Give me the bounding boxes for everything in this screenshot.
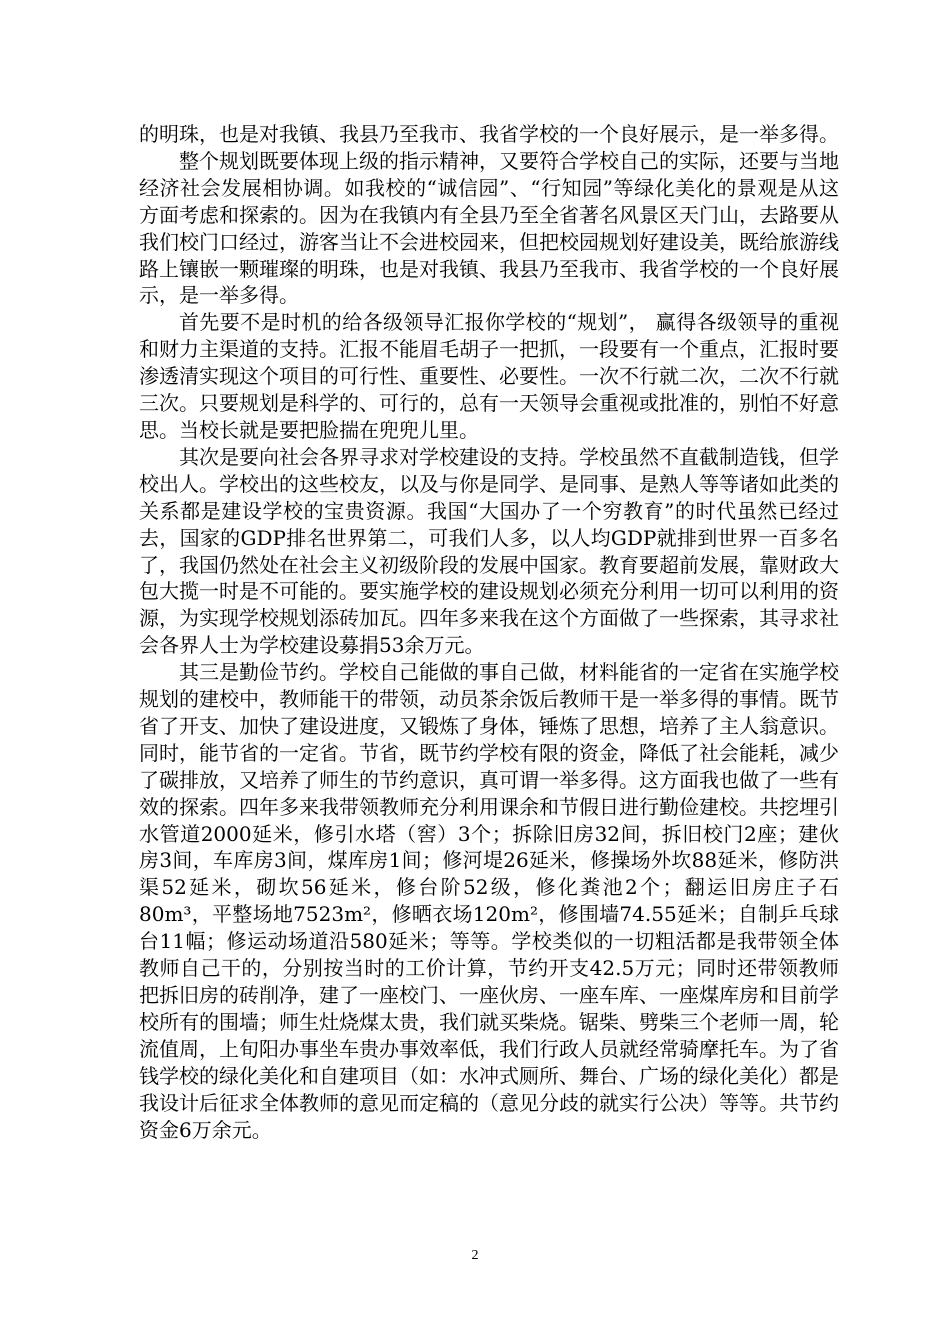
- paragraph-5: 其三是勤俭节约。学校自己能做的事自己做，材料能省的一定省在实施学校规划的建校中，教师能干的带领，动员茶余饭后教师干是一举多得的事情。既节省了开支、加快了建设进度，又锻炼了身体，锤炼了思想，培养了主人翁意识。同时，能节省的一定省。节省，既节约学校有限的资金，降低了社会能耗，减少了碳排放，又培养了师生的节约意识，真可谓一举多得。这方面我也做了一些有效的探索。四年多来我带领教师充分利用课余和节假日进行勤俭建校。共挖埋引水管道2000延米，修引水塔（窖）3个；拆除旧房32间，拆旧校门2座；建伙房3间，车库房3间，煤库房1间；修河堤26延米，修操场外坎88延米，修防洪渠52延米，砌坎56延米，修台阶52级，修化粪池2个；翻运旧房庄子石80m³，平整场地7523m²，修晒衣场120m²，修围墙74.55延米；自制乒乓球台11幅；修运动场道沿580延米；等等。学校类似的一切粗活都是我带领全体教师自己干的，分别按当时的工价计算，节约开支42.5万元；同时还带领教师把拆旧房的砖削净，建了一座校门、一座伙房、一座车库、一座煤库房和目前学校所有的围墙；师生灶烧煤太贵，我们就买柴烧。锯柴、劈柴三个老师一周，轮流值周，上旬阳办事坐车贵办事效率低，我们行政人员就经常骑摩托车。为了省钱学校的绿化美化和自建项目（如：水冲式厕所、舞台、广场的绿化美化）都是我设计后征求全体教师的意见而定稿的（意见分歧的就实行公决）等等。共节约资金6万余元。: [139, 660, 839, 1142]
- paragraph-1: 的明珠，也是对我镇、我县乃至我市、我省学校的一个良好展示，是一举多得。: [139, 122, 839, 146]
- paragraph-4: 其次是要向社会各界寻求对学校建设的支持。学校虽然不直截制造钱，但学校出人。学校出的这些校友，以及与你是同学、是同事、是熟人等等诸如此类的关系都是建设学校的宝贵资源。我国“大国办了一个穷教育”的时代虽然已经过去，国家的GDP排名世界第二，可我们人多，以人均GDP就排到世界一百多名了，我国仍然处在社会主义初级阶段的发展中国家。教育要超前发展，靠财政大包大揽一时是不可能的。要实施学校的建设规划必须充分利用一切可以利用的资源，为实现学校规划添砖加瓦。四年多来我在这个方面做了一些探索，其寻求社会各界人士为学校建设募捐53余万元。: [139, 444, 839, 658]
- paragraph-3: 首先要不是时机的给各级领导汇报你学校的“规划”， 赢得各级领导的重视和财力主渠道的支持。汇报不能眉毛胡子一把抓，一段要有一个重点，汇报时要渗透清实现这个项目的可行性、重要性、必要性。一次不行就二次，二次不行就三次。只要规划是科学的、可行的，总有一天领导会重视或批准的，别怕不好意思。当校长就是要把脸揣在兜兜儿里。: [139, 310, 839, 442]
- paragraph-2: 整个规划既要体现上级的指示精神，又要符合学校自己的实际，还要与当地经济社会发展相协调。如我校的“诚信园”、“行知园”等绿化美化的景观是从这方面考虑和探索的。因为在我镇内有全县乃至全省著名风景区天门山，去路要从我们校门口经过，游客当让不会进校园来，但把校园规划好建设美，既给旅游线路上镶嵌一颗璀璨的明珠，也是对我镇、我县乃至我市、我省学校的一个良好展示，是一举多得。: [139, 148, 839, 308]
- page-number: 2: [471, 1248, 479, 1263]
- document-body: [139, 121, 839, 1143]
